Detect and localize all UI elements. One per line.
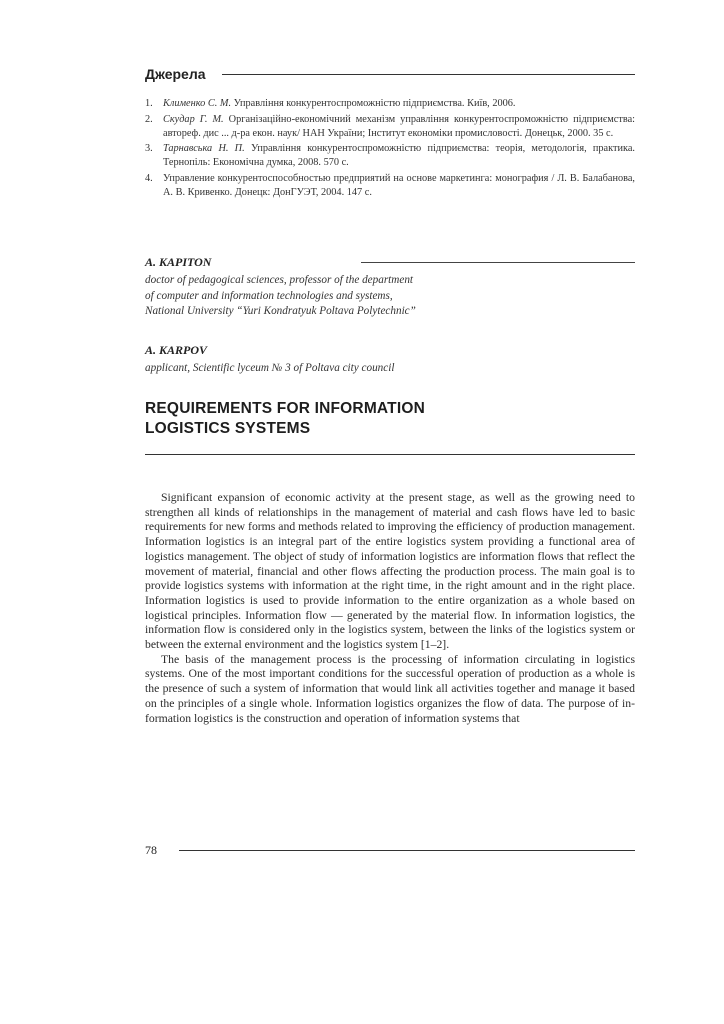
affiliation-line: doctor of pedagogical sciences, professor of the department [145, 274, 414, 286]
author-affiliation [145, 273, 635, 320]
reference-author: Клименко С. М. [163, 98, 232, 109]
reference-number: 1. [145, 98, 153, 109]
sources-title: Джерела [145, 66, 206, 82]
reference-text: Управління конкурентоспроможністю підприємства: теорія, методологія, практика. Тернопіль: Економічна думка, 2008. 570 с. [163, 143, 635, 168]
sources-rule [222, 74, 635, 75]
author-block [145, 254, 635, 320]
title-line: LOGISTICS SYSTEMS [145, 420, 311, 437]
reference-text: Управління конкурентоспроможністю підприємства. Київ, 2006. [233, 98, 516, 109]
affiliation-line: applicant, Scientific lyceum № 3 of Poltava city council [145, 362, 395, 374]
paragraph: The basis of the management process is the processing of information circulating in logistics systems. One of the most important conditions for the successful operation of production as a whole is the presence of such a system of information that would link all activities together and manage it based on the principles of a single whole. Information logistics organizes the flow of data. The purpose of information logistics is the construction and operation of information systems that [145, 652, 635, 725]
footer-rule [179, 850, 635, 851]
reference-item [145, 113, 635, 141]
title-rule [145, 454, 635, 455]
title-line: REQUIREMENTS FOR INFORMATION [145, 400, 425, 417]
paper-title [145, 399, 565, 439]
page-footer [145, 843, 635, 858]
reference-author: Скудар Г. М. [163, 113, 224, 125]
author-affiliation [145, 361, 635, 377]
author-rule [361, 262, 635, 263]
author-block [145, 342, 635, 377]
reference-number: 4. [145, 172, 153, 184]
reference-text: Організаційно-економічний механізм управління конкурентоспроможністю підприємства: автореф. дис ... д-ра екон. наук/ НАН України; Інститут економіки промисловості. Донецьк, 2000. 35 с. [163, 113, 636, 139]
page-number: 78 [145, 843, 157, 857]
reference-item [145, 172, 635, 200]
reference-number: 3. [145, 143, 153, 154]
author-name: A. KAPITON [145, 254, 212, 269]
reference-author: Тарнавська Н. П. [163, 143, 245, 154]
body-text [145, 491, 635, 726]
reference-text: Управление конкурентоспособностью предприятий на основе маркетинга: монография / Л. В. Балабанова, А. В. Кривенко. Донецк: ДонГУЭТ, 2004. 147 с. [163, 172, 635, 198]
reference-item [145, 97, 635, 111]
reference-item [145, 142, 635, 170]
affiliation-line: National University “Yuri Kondratyuk Poltava Polytechnic” [145, 305, 416, 317]
reference-number: 2. [145, 113, 153, 125]
affiliation-line: of computer and information technologies and systems, [145, 289, 393, 302]
author-name: A. KARPOV [145, 342, 208, 357]
sources-header [145, 64, 635, 84]
reference-list [145, 97, 635, 201]
paragraph: Significant expansion of economic activity at the present stage, as well as the growing need to strengthen all kinds of relationships in the management of material and cash flows have led to basic requirements for new forms and methods related to improving the efficiency of production management. Information logistics is an integral part of the entire logistics system providing a functional area of logistics management. The object of study of information logistics are information flows that reflect the movement of material, financial and other flows affecting the production process. The main goal is to provide logistics systems with information at the right time, in the right amount and in the right place. Information logistics is used to provide information to the entire organization as a whole based on logistical principles. Information flow — generated by the material flow. In information logistics, the information flow is considered only in the logistics system, between the links of the logistics system or between the external environment and the logistics system [1–2]. [145, 491, 635, 652]
